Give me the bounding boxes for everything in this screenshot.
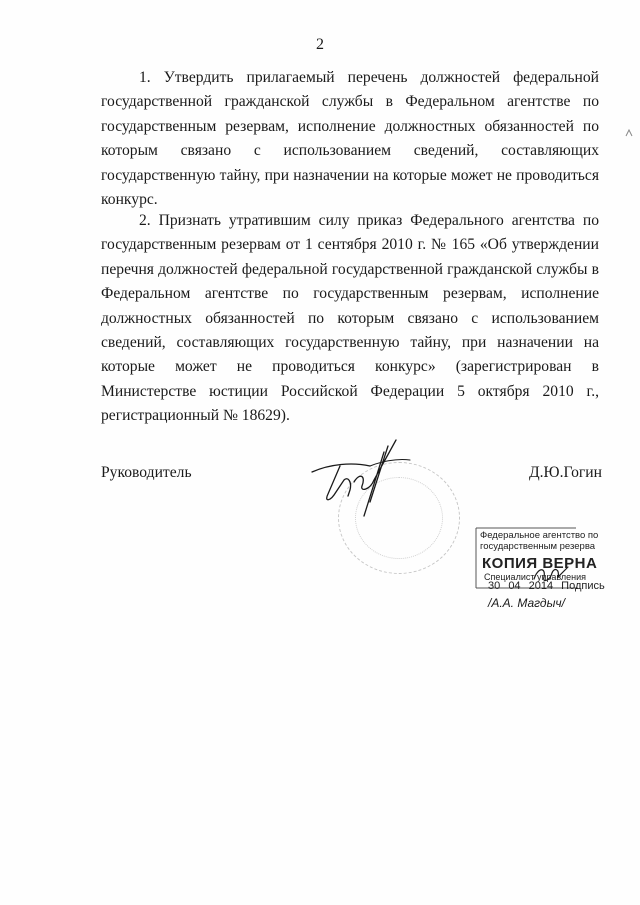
director-signature — [300, 432, 420, 522]
certifier-signature — [530, 563, 572, 585]
page-number: 2 — [316, 36, 324, 53]
stamp-org-line-2: государственным резерва — [480, 541, 596, 552]
stamp-signature-label: Подпись — [561, 580, 605, 592]
stamp-date-day: 30 — [488, 580, 501, 592]
paragraph-2: 2. Признать утратившим силу приказ Федерального агентства по государственным резервам от 1 сентября 2010 г. № 165 «Об утверждении перечня должностей федеральной государственной гражданской службы в Федеральном агентстве по государственным резервам, исполнение должностных обязанностей по которым связано с использованием сведений, составляющих государственную тайну, при назначении на которые может не проводиться конкурс» (зарегистрирован в Министерстве юстиции Российской Федерации 5 октября 2010 г., регистрационный № 18629). — [101, 212, 599, 425]
stamp-org-line-1: Федеральное агентство по — [480, 530, 599, 541]
stamp-title: КОПИЯ ВЕРНА — [482, 555, 598, 572]
margin-scan-mark — [624, 128, 634, 138]
signatory-title: Руководитель — [101, 464, 192, 481]
stamp-position: Специалист управления — [484, 572, 587, 582]
stamp-date-year: 2014 — [528, 580, 554, 592]
paragraph-1: 1. Утвердить прилагаемый перечень должностей федеральной государственной гражданской службы в Федеральном агентстве по государственным резервам, исполнение должностных обязанностей по которым связано с использованием сведений, составляющих государственную тайну, при назначении на которые может не проводиться конкурс. — [101, 69, 599, 209]
signatory-name: Д.Ю.Гогин — [529, 464, 602, 481]
certifier-name: /А.А. Магдыч/ — [488, 596, 565, 610]
stamp-date-month: 04 — [508, 580, 521, 592]
